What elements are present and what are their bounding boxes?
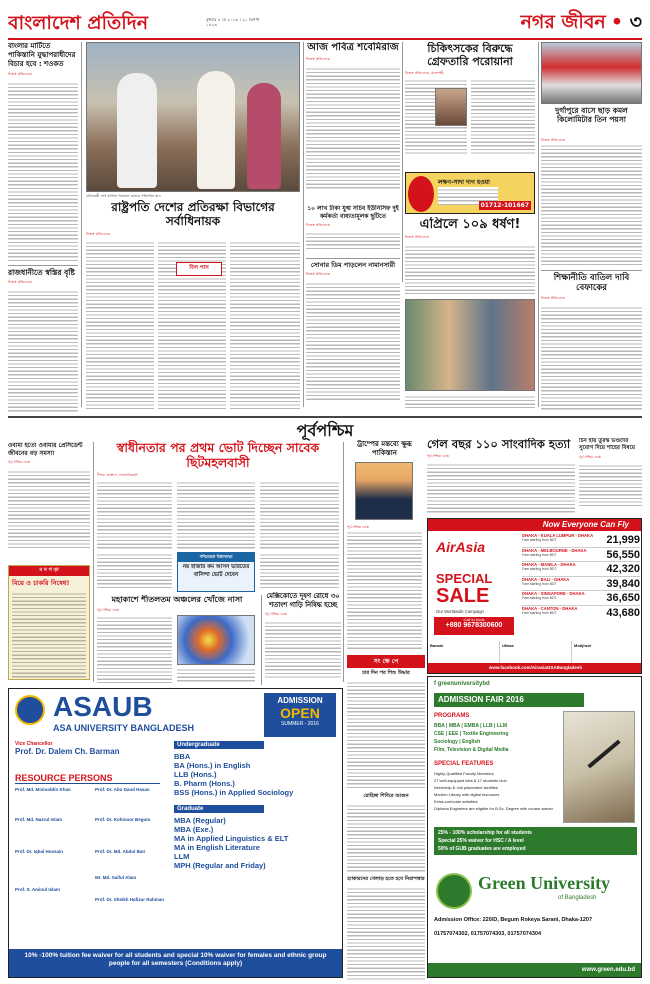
airasia-route-row — [522, 577, 640, 592]
mini-ad-logo — [408, 176, 434, 212]
airasia-route-row — [522, 591, 640, 606]
ug-label: Undergraduate — [174, 741, 264, 749]
president-byline: নিজস্ব প্রতিবেদক — [86, 232, 110, 236]
president-inset: বিল পাস — [176, 262, 222, 276]
office-banani: Banani — [428, 641, 500, 663]
trump-body — [347, 530, 422, 650]
asaub-open: OPEN — [280, 705, 320, 721]
april-title: এপ্রিলে ১০৯ ধর্ষণ! — [419, 217, 521, 232]
top-photo-caption: প্রধানমন্ত্রী শেখ হাসিনা গতকাল কাতার পরিদর্শনে যান — [86, 194, 161, 198]
right-story-body — [541, 305, 642, 410]
person: Prof. Md. Moinuddin Khan — [15, 787, 71, 792]
airasia-route-row — [522, 548, 640, 563]
airasia-phone: +880 9678300600 — [445, 622, 503, 629]
vrule-1 — [81, 42, 82, 407]
green-program: Film, Television & Digital Media — [434, 747, 509, 753]
doctor-title: চিকিৎসকের বিরুদ্ধে গ্রেফতারি পরোয়ানা — [427, 42, 513, 68]
green-feature: 27 well-equipped labs & 17 students club — [434, 778, 507, 783]
office-motijheel: Motijheel — [574, 643, 592, 648]
asaub-ad — [8, 688, 343, 978]
asaub-admission-box — [264, 693, 336, 737]
obama-byline: পূর্ব-পশ্চিম ডেস্ক — [8, 460, 30, 464]
story2-title: রাজধানীতে স্বস্তির বৃষ্টি — [8, 265, 78, 277]
nasa-image — [177, 615, 255, 665]
ug-program: BSS (Hons.) in Applied Sociology — [174, 788, 294, 797]
side-box-header: ম ন গ ড়া — [9, 566, 89, 576]
route-price: 42,320 — [606, 563, 640, 575]
anis-title: সোনার ডিম পাড়লেন নামানসারী — [306, 258, 400, 269]
inset-box — [177, 552, 255, 592]
section-name: নগর জীবন — [520, 11, 606, 33]
green-feature: Extra-curricular activities — [434, 799, 478, 804]
nasa-title: মহাকাশে শীতলতম অঞ্চলের খোঁজে নাসা — [111, 595, 243, 604]
right-story-byline: নিজস্ব প্রতিবেদক — [541, 296, 565, 300]
april-body — [405, 244, 535, 294]
asaub-footer: 10% -100% tuition fee waiver for all students and special 10% waiver for females and ethnic group people for all semesters (Conditions apply) — [9, 949, 342, 977]
green-offer: 25% - 100% scholarship for all students — [438, 830, 532, 836]
person: Prof. S. Aminul Islam — [15, 887, 60, 892]
story1-title: বাংলার মাটিতে পাকিস্তানি যুদ্ধাপরাধীদের বিচার হবে : শওকত — [8, 42, 76, 68]
asaub-programs — [174, 741, 339, 941]
shab-body — [306, 66, 400, 191]
section-title — [521, 8, 642, 36]
green-feature: Highly Qualified Faculty Members — [434, 771, 494, 776]
green-fair-title: ADMISSION FAIR 2016 — [434, 693, 584, 707]
green-programs-label: PROGRAMS — [434, 713, 470, 719]
masthead — [8, 6, 642, 36]
green-feature: Internship & Job placement facilities — [434, 785, 498, 790]
airasia-route-row — [522, 533, 640, 548]
anis-body — [306, 281, 400, 401]
route-name: DHAKA - KUALA LUMPUR - DHAKA — [522, 533, 594, 538]
section-dot: • — [610, 11, 630, 33]
top-photo — [86, 42, 300, 192]
right-story-2-title: চিন হায় তুরস্ক ভণ্ডদের সুযোগ দিয়ে শাহের বিষয়ে — [579, 438, 635, 451]
trump-photo — [355, 462, 413, 520]
april-byline: নিজস্ব প্রতিবেদক — [405, 235, 429, 239]
april-photo — [405, 299, 535, 391]
journalists-body — [427, 462, 575, 514]
asaub-vc-box — [15, 741, 160, 771]
green-web: www.green.edu.bd — [428, 963, 641, 977]
ug-program: LLB (Hons.) — [174, 770, 217, 779]
president-body-left — [86, 240, 154, 410]
shab-title: আজ পবিত্র শবেমিরাজ — [307, 42, 399, 53]
right-story-2-byline: পূর্ব-পশ্চিম ডেস্ক — [579, 455, 601, 459]
route-sub: Fare starting from BDT — [522, 610, 557, 615]
green-ad — [427, 676, 642, 978]
asaub-resource-title: RESOURCE PERSONS — [15, 773, 160, 784]
office-uttara: Uttara — [500, 641, 572, 663]
sanksep-item2-title: রোহিঙ্গা শিবিরে আগুন — [363, 793, 409, 799]
enclave-byline: দীপক মোস্তফা, লালমনিরহাট — [97, 473, 138, 477]
ug-program: BA (Hons.) in English — [174, 761, 251, 770]
airasia-campaign: Our Worldwide Campaign — [436, 609, 484, 614]
sanksep-box — [347, 655, 425, 980]
green-program: CSE | EEE | Textile Engineering — [434, 731, 509, 737]
green-feature: Modern Library with digital resources — [434, 792, 500, 797]
airasia-logo: AirAsia — [436, 539, 486, 555]
person: Prof. Dr. Md. Abdul Bari — [95, 849, 146, 854]
enclave-body-4 — [97, 552, 172, 588]
story1-byline: নিজস্ব প্রতিবেদক — [8, 72, 32, 76]
green-program: BBA | MBA | EMBA | LLB | LLM — [434, 723, 508, 729]
mexico-story — [265, 592, 341, 684]
asaub-session: SUMMER - 2016 — [281, 721, 319, 727]
april-story — [405, 217, 535, 412]
right-story — [541, 270, 642, 410]
ug-program: BBA — [174, 752, 191, 761]
inset-sub: বাসিন্দা ভোট দেবেন — [193, 572, 239, 578]
obama-story — [8, 442, 90, 562]
asaub-persons — [15, 787, 170, 935]
mini-ad-phone: 01712-101667 — [480, 202, 529, 209]
asaub-abbr: ASAUB — [53, 691, 153, 722]
sanksep-item3-body — [347, 886, 425, 980]
green-photo — [563, 711, 635, 823]
anis-byline: নিজস্ব প্রতিবেদক — [306, 272, 330, 276]
route-sub: Fare starting from BDT — [522, 596, 557, 600]
asaub-logo — [15, 695, 45, 725]
doctor-photo — [435, 88, 467, 126]
person: Prof. Md. Nazrul Islam — [15, 817, 63, 822]
enclave-title: স্বাধীনতার পর প্রথম ভোট দিচ্ছেন সাবেক ছিটমহলবাসী — [116, 440, 320, 470]
green-name: Green University — [478, 873, 611, 893]
enclave-story — [97, 440, 339, 552]
sanksep-header: সং ক্ষে পে — [347, 655, 425, 668]
person: Prof. Dr. Sheikh Hafizur Rahman — [95, 897, 165, 902]
story1-body — [8, 81, 78, 261]
obama-body — [8, 469, 90, 549]
trump-title: ট্রাম্পের মন্তব্যে ক্ষুব্ধ পাকিস্তান — [357, 440, 412, 457]
doctor-body-right — [471, 78, 535, 156]
green-phones: 01757074302, 01757074303, 01757074304 — [434, 931, 542, 937]
nasa-story — [97, 595, 257, 685]
green-program: Sociology | English — [434, 739, 481, 745]
person: Prof. Dr. Abu Daud Hasan — [95, 787, 150, 792]
gold-body — [306, 231, 400, 249]
asaub-vc-label: Vice Chancellor — [15, 741, 53, 747]
green-offer: Special 25% waiver for HSC / A level — [438, 838, 524, 844]
pen-icon — [587, 740, 620, 769]
mini-ad-title: লক্ষণ-সাদা দাগ হওয়া — [438, 179, 490, 186]
route-sub: Fare starting from BDT — [522, 581, 557, 586]
route-price: 36,650 — [606, 592, 640, 604]
shab-byline: নিজস্ব প্রতিবেদক — [306, 57, 330, 61]
journalists-byline: পূর্ব-পশ্চিম ডেস্ক — [427, 454, 449, 458]
enclave-body-1 — [97, 480, 172, 550]
green-facebook: f greenuniversitybd — [434, 681, 490, 687]
photo-person-1 — [117, 73, 157, 188]
side-box-body — [12, 591, 86, 679]
person: Mr. Md. Saiful Alam — [95, 875, 137, 880]
asaub-fullname: ASA UNIVERSITY BANGLADESH — [53, 723, 195, 733]
vrule-6 — [261, 595, 262, 685]
airasia-facebook: www.facebook.com/AirasiaGSABangladesh — [428, 663, 642, 673]
shab-story — [306, 42, 400, 202]
journalists-title: গেল বছর ১১০ সাংবাদিক হত্যা — [427, 438, 571, 451]
vrule-2 — [303, 42, 304, 407]
obama-title: ওবামা হতো ওবামার প্রেসিডেন্ট জীবনের বড় সমস্যা — [8, 442, 83, 457]
route-name: DHAKA - MANILA - DHAKA — [522, 562, 576, 567]
mini-ad — [405, 172, 535, 214]
sanksep-item2-body — [347, 803, 425, 873]
green-offers — [434, 827, 637, 855]
grad-program: MBA (Exe.) — [174, 825, 214, 834]
enclave-body-5 — [260, 552, 339, 588]
mexico-body — [265, 620, 341, 678]
airasia-route-row — [522, 606, 640, 621]
bus-body — [541, 143, 642, 265]
route-sub: Fare starting from BDT — [522, 538, 557, 542]
gold-title: ১০ লাখ টাকা যুগ্ম সচিব ইউনিসিফ দুই কর্মকর্তা বাধ্যতামূলক ছুটিতে — [307, 205, 399, 220]
enclave-body-3 — [260, 480, 339, 550]
route-name: DHAKA - BALI - DHAKA — [522, 576, 570, 582]
airasia-banner: Now Everyone Can Fly — [428, 519, 642, 531]
sanksep-item3-title: হ্যাকারদের খেলাড় হতে হবে নিরাপত্তার — [347, 876, 425, 882]
purbapashchim-title: পূর্বপশ্চিম — [296, 421, 354, 440]
green-address: Admission Office: 220/D, Begum Rokeya Sarani, Dhaka-1207 — [434, 917, 593, 923]
masthead-rule — [8, 38, 642, 40]
ug-program: B. Pharm (Hons.) — [174, 779, 235, 788]
grad-program: MBA (Regular) — [174, 816, 226, 825]
asaub-vc-name: Prof. Dr. Dalem Ch. Barman — [15, 747, 120, 756]
airasia-routes — [522, 533, 640, 620]
grad-program: MPH (Regular and Friday) — [174, 861, 266, 870]
paper-name: বাংলাদেশ প্রতিদিন — [8, 12, 149, 34]
doctor-byline: নিজস্ব প্রতিবেদক, রাজশাহী — [405, 71, 444, 75]
grad-program: MA in English Literature — [174, 843, 260, 852]
side-box-title: বিয়ে ও চাকরি নিষেধ! — [12, 579, 70, 587]
president-story — [86, 200, 300, 410]
sanksep-item1-body — [347, 680, 425, 790]
vrule-5 — [93, 442, 94, 682]
photo-person-3 — [247, 83, 281, 189]
mexico-byline: পূর্ব-পশ্চিম ডেস্ক — [265, 612, 287, 616]
trump-byline: পূর্ব-পশ্চিম ডেস্ক — [347, 525, 369, 529]
bus-title: দুর্গাপুরে বাসে ছাড় কমল কিলোমিটার তিন পয়সা — [555, 106, 628, 124]
vrule-3 — [402, 42, 403, 282]
president-body-right — [230, 240, 300, 410]
vrule-4 — [538, 42, 539, 407]
mexico-title: মেক্সিকোতে দূষণ রোধে ৩০ শতাংশ গাড়ি নিষিদ্ধ হচ্ছে — [266, 592, 340, 609]
person: Prof. Dr. Iqbal Hossain — [15, 849, 64, 854]
president-title: রাষ্ট্রপতি দেশের প্রতিরক্ষা বিভাগের সর্বাধিনায়ক — [111, 200, 275, 228]
route-price: 39,840 — [606, 577, 640, 590]
grad-program: LLM — [174, 852, 190, 861]
story2-body — [8, 289, 78, 412]
page-number: ৩ — [629, 11, 642, 33]
left-column — [8, 42, 78, 412]
green-logo — [436, 873, 472, 909]
right-story-2 — [579, 438, 642, 516]
route-name: DHAKA - SINGAPORE - DHAKA — [522, 591, 585, 596]
route-sub: Fare starting from BDT — [522, 567, 557, 571]
route-price: 21,999 — [606, 534, 640, 546]
airasia-call-label: Call to book — [463, 617, 485, 622]
journalists-story — [427, 438, 575, 516]
green-offer: 50% of GUB graduates are employed — [438, 846, 526, 852]
trump-story — [347, 440, 422, 654]
green-sub: of Bangladesh — [558, 895, 597, 901]
nasa-byline: পূর্ব-পশ্চিম ডেস্ক — [97, 608, 119, 612]
bus-story — [541, 42, 642, 267]
photo-person-2 — [197, 71, 235, 189]
sanksep-item1-title: চার দিন পর শিশু উদ্ধার — [362, 670, 410, 676]
inset-title: নয় হাজার কম আসন ভারতের — [182, 564, 250, 570]
april-caption — [405, 394, 535, 408]
gold-story — [306, 205, 400, 255]
date-line: বুধবার ৪ মে ২০১৬ । ২১ বৈশাখ ১৪২৩ — [206, 17, 260, 27]
inset-header: পশ্চিমবঙ্গে বিধানসভা — [178, 553, 254, 562]
bus-byline: নিজস্ব প্রতিবেদক — [541, 138, 565, 142]
airasia-offices — [428, 641, 642, 663]
route-sub: Fare starting from BDT — [522, 552, 557, 557]
route-name: DHAKA - MELBOURNE - DHAKA — [522, 547, 587, 553]
route-price: 56,550 — [606, 548, 640, 561]
vrule-7 — [343, 442, 344, 682]
nasa-body-left — [97, 615, 172, 683]
green-feature: Diploma Engineers are eligible for B.Sc. Degree with course waiver — [434, 806, 553, 811]
airasia-phone-box — [434, 617, 514, 635]
airasia-sale: SALE — [436, 585, 490, 607]
bus-photo — [541, 42, 642, 104]
airasia-special: SPECIAL — [436, 571, 493, 586]
green-features-label: SPECIAL FEATURES — [434, 761, 494, 767]
grad-label: Graduate — [174, 805, 264, 813]
asaub-admission: ADMISSION — [277, 696, 323, 705]
route-price: 43,680 — [606, 606, 640, 619]
person: Prof. Dr. Kohinoor Begum — [95, 817, 151, 822]
right-story-title: শিক্ষানীতি বাতিল দাবি বেফাকের — [541, 270, 642, 293]
grad-program: MA in Applied Linguistics & ELT — [174, 834, 289, 843]
nasa-body-right — [177, 667, 255, 683]
story2-byline: নিজস্ব প্রতিবেদক — [8, 280, 32, 284]
anis-story — [306, 258, 400, 410]
side-box — [8, 565, 90, 680]
gold-byline: নিজস্ব প্রতিবেদক — [306, 223, 330, 227]
enclave-body-2 — [177, 480, 255, 550]
right-story-2-body — [579, 463, 642, 508]
airasia-route-row — [522, 562, 640, 577]
airasia-ad — [427, 518, 642, 674]
route-name: DHAKA - CANTON - DHAKA — [522, 605, 578, 611]
